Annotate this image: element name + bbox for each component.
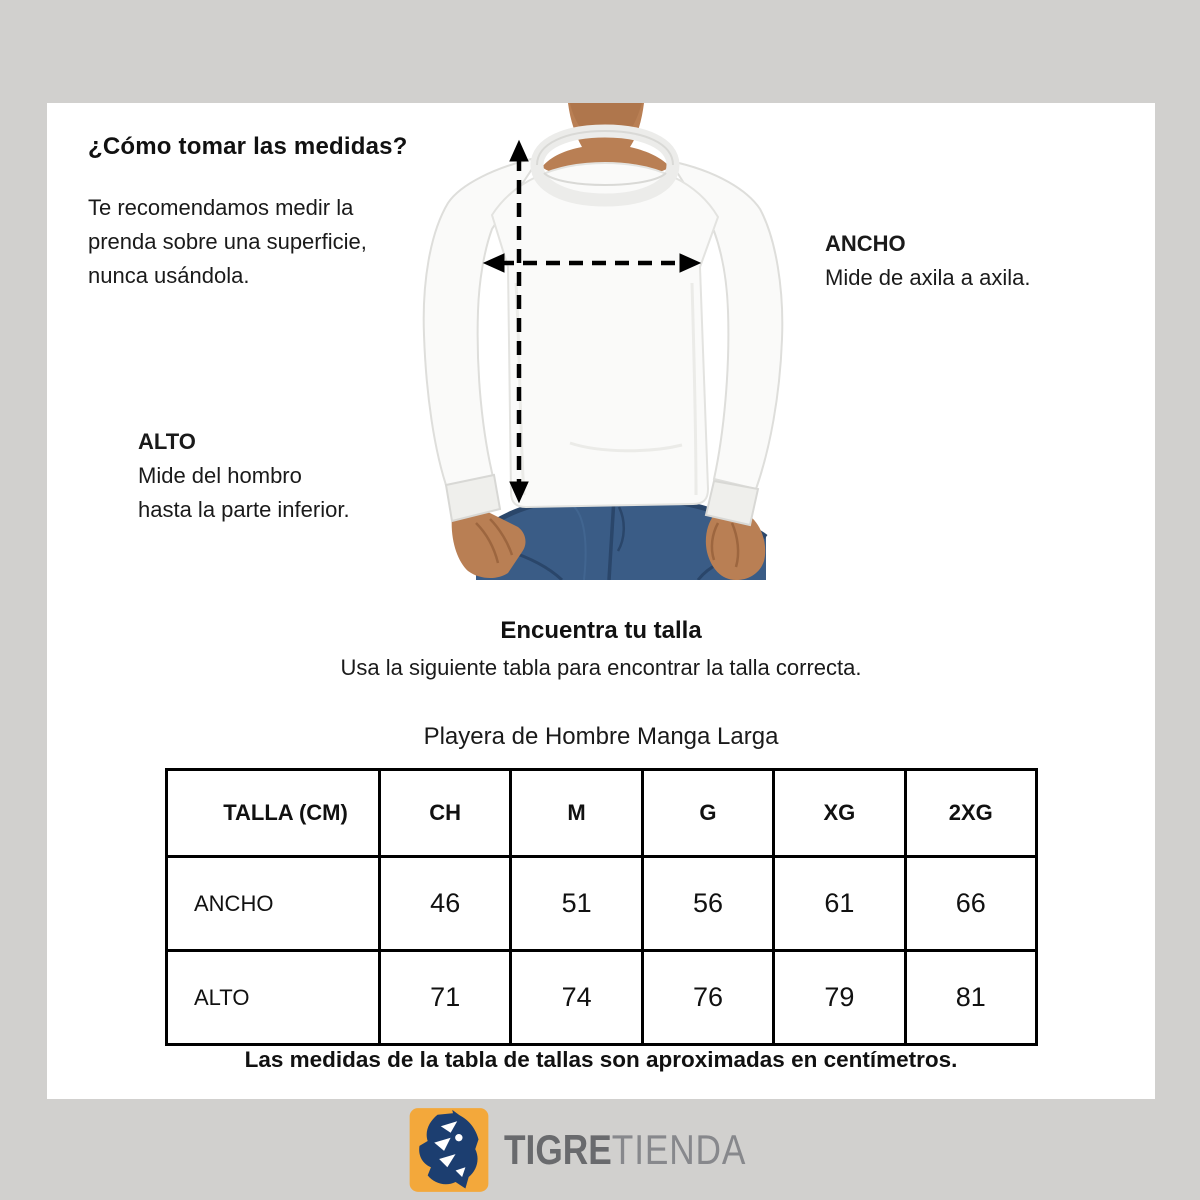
size-table-row-label: ANCHO <box>167 857 380 951</box>
find-size-heading: Encuentra tu talla <box>500 617 702 644</box>
alto-label: ALTO <box>138 429 196 454</box>
size-table-cell: 74 <box>511 951 642 1045</box>
ancho-desc: Mide de axila a axila. <box>825 265 1031 290</box>
how-to-text-line: nunca usándola. <box>88 263 250 288</box>
tiger-logo-icon <box>408 1106 490 1194</box>
size-table-cell: 66 <box>905 857 1036 951</box>
brand-name <box>504 1126 746 1174</box>
find-size-subheading: Usa la siguiente tabla para encontrar la talla correcta. <box>340 655 862 680</box>
size-table-cell: 46 <box>380 857 511 951</box>
model-shirt <box>424 131 783 525</box>
size-table-row-alto <box>167 951 1037 1045</box>
size-table-cell: 56 <box>642 857 773 951</box>
size-table-header-cell: 2XG <box>905 770 1036 857</box>
size-table-header-row <box>167 770 1037 857</box>
size-table-header-cell: M <box>511 770 642 857</box>
brand-name-bold: TIGRE <box>503 1126 612 1173</box>
size-table-header-cell: CH <box>380 770 511 857</box>
brand-footer <box>0 1104 1200 1196</box>
size-table-row-ancho <box>167 857 1037 951</box>
size-table-cell: 51 <box>511 857 642 951</box>
size-table-header-cell: G <box>642 770 773 857</box>
how-to-text <box>88 191 448 293</box>
size-table-cell: 71 <box>380 951 511 1045</box>
content-card <box>47 103 1155 1099</box>
size-table-row-label: ALTO <box>167 951 380 1045</box>
size-table-cell: 79 <box>774 951 905 1045</box>
ancho-label: ANCHO <box>825 231 906 256</box>
model-photo <box>420 103 790 580</box>
how-to-heading: ¿Cómo tomar las medidas? <box>88 133 408 160</box>
size-table-note: Las medidas de la tabla de tallas son aproximadas en centímetros. <box>244 1047 958 1072</box>
ancho-measure <box>825 227 1145 295</box>
size-table-title: Playera de Hombre Manga Larga <box>423 723 779 750</box>
size-table-cell: 61 <box>774 857 905 951</box>
alto-desc-line: hasta la parte inferior. <box>138 497 350 522</box>
size-table-cell: 76 <box>642 951 773 1045</box>
how-to-text-line: prenda sobre una superficie, <box>88 229 367 254</box>
size-table <box>165 768 1038 1046</box>
size-table-header-cell: TALLA (CM) <box>167 770 380 857</box>
size-table-cell: 81 <box>905 951 1036 1045</box>
alto-measure <box>138 425 408 527</box>
brand-name-light: TIENDA <box>611 1126 747 1173</box>
size-table-header-cell: XG <box>774 770 905 857</box>
how-to-text-line: Te recomendamos medir la <box>88 195 354 220</box>
alto-desc-line: Mide del hombro <box>138 463 302 488</box>
